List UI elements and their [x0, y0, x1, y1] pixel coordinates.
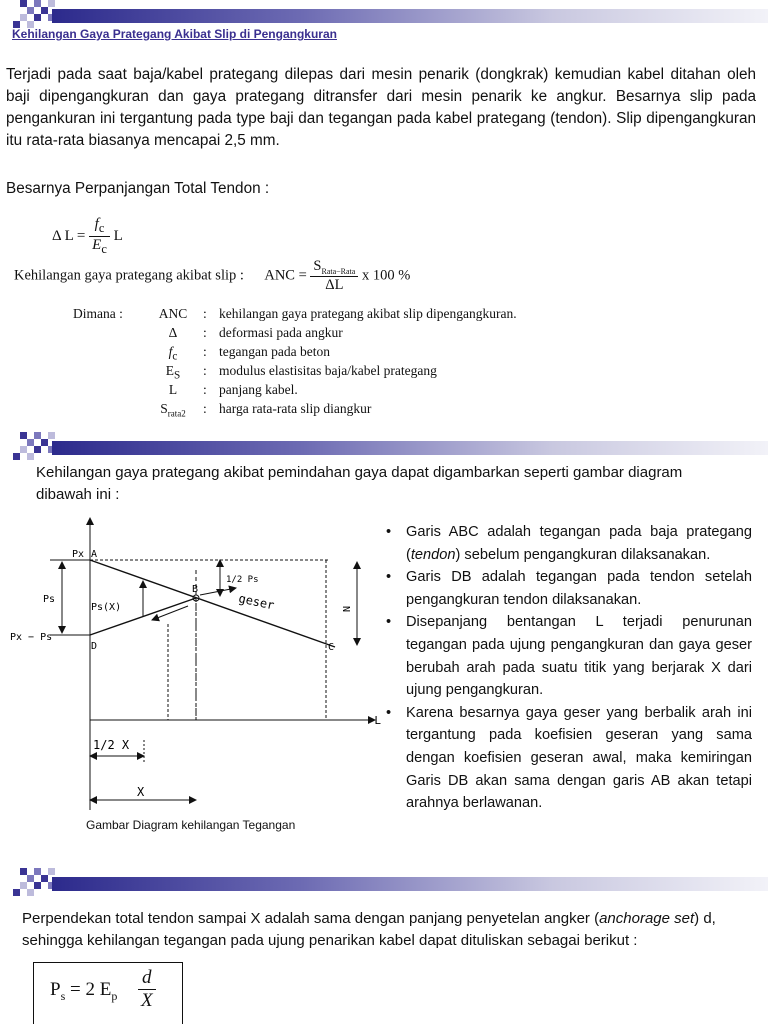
- label-l: L: [374, 714, 381, 727]
- diagram-caption: Gambar Diagram kehilangan Tegangan: [86, 818, 296, 832]
- def-colon: :: [203, 344, 207, 359]
- def-sym-sub: rata2: [167, 408, 186, 419]
- def-desc: kehilangan gaya prategang akibat slip dipengangkuran.: [219, 306, 517, 321]
- formula-mid: = 2 E: [70, 979, 112, 1000]
- intro-paragraph: Terjadi pada saat baja/kabel prategang dilepas dari mesin penarik (dongkrak) kemudian kabel ditahan oleh baji dipengangkuran dan gaya prategang ditransfer dari mesin penarik ke angkur. Besarnya slip pada pengankuran ini tergantung pada type baji dan tegangan pada kabel prategang (tendon). Slip dipengangkuran itu rata-rata biasanya mencapai 2,5 mm.: [6, 66, 756, 149]
- section-divider-decoration: [0, 432, 768, 460]
- label-half-ps: 1/2 Ps: [226, 575, 259, 585]
- def-colon: :: [203, 382, 207, 397]
- anchorage-loss-formula: [33, 962, 183, 1024]
- section-divider-decoration: [0, 868, 768, 896]
- definitions-lead: Dimana :: [73, 306, 123, 321]
- explanation-list: [384, 521, 752, 815]
- def-sym-text: S: [160, 401, 168, 416]
- def-colon: :: [203, 401, 207, 416]
- section2-intro: Kehilangan gaya prategang akibat pemindahan gaya dapat digambarkan seperti gambar diagram dibawah ini :: [36, 464, 683, 503]
- def-desc: harga rata-rata slip diangkur: [219, 401, 372, 416]
- formula-lhs: P: [50, 979, 61, 1000]
- anc-formula: [14, 258, 410, 294]
- label-z: N: [340, 606, 351, 613]
- label-b: B: [192, 584, 199, 595]
- frac-num: f: [94, 216, 99, 232]
- elongation-formula: [52, 216, 123, 257]
- section3-text: Perpendekan total tendon sampai X adalah sama dengan panjang penyetelan angker (: [22, 910, 600, 927]
- slide-header-decoration: [0, 0, 768, 28]
- formula-lhs-sub: s: [60, 988, 66, 1003]
- def-colon: :: [203, 363, 207, 378]
- frac-num-sub: Rata−Rata: [321, 266, 356, 276]
- list-item: • Disepanjang bentangan L terjadi penurunan tegangan pada ujung pengangkuran dan gaya geser berubah arah pada suatu titik yang berjarak X dari ujung pengangkuran.: [386, 614, 752, 699]
- label-x: X: [137, 785, 145, 799]
- def-desc: deformasi pada angkur: [219, 325, 343, 340]
- def-sym-text: E: [165, 363, 174, 378]
- frac-den: X: [141, 990, 153, 1011]
- def-colon: :: [203, 306, 207, 321]
- list-item: • Garis ABC adalah tegangan pada baja prategang (tendon) sebelum pengangkuran dilaksanakan.: [386, 524, 752, 563]
- def-sym: [147, 344, 199, 363]
- label-a: A: [91, 549, 98, 560]
- def-colon: :: [203, 325, 207, 340]
- section3-text-end: ) d, sehingga kehilangan tegangan pada ujung penarikan kabel dapat dituliskan sebagai berikut :: [22, 910, 716, 949]
- def-desc: modulus elastisitas baja/kabel prategang: [219, 363, 437, 378]
- bullet-text: Karena besarnya gaya geser yang berbalik arah ini tergantung pada koefisien geseran yang sama dengan koefisien geseran awal, maka kemiringan Garis DB akan sama dengan garis AB akan tetapi arahnya berlawanan.: [406, 704, 752, 812]
- def-sym-text: f: [168, 344, 173, 359]
- label-geser: geser: [237, 591, 276, 613]
- formula-tail: L: [113, 227, 123, 244]
- bullet-emphasis: tendon: [410, 546, 456, 563]
- def-sym: [147, 325, 199, 344]
- frac-num: S: [313, 258, 322, 274]
- total-heading: Besarnya Perpanjangan Total Tendon :: [6, 180, 270, 197]
- page-title: Kehilangan Gaya Prategang Akibat Slip di Pengangkuran: [12, 27, 337, 41]
- formula-mid-sub: p: [111, 988, 118, 1003]
- section3-paragraph: [22, 908, 752, 952]
- bullet-text: Garis DB adalah tegangan pada tendon setelah pengangkuran tendon dilaksanakan.: [406, 569, 752, 608]
- def-sym-sub: c: [172, 350, 178, 363]
- bullet-text: Disepanjang bentangan L terjadi penurunan tegangan pada ujung pengangkuran dan gaya geser berubah arah pada suatu titik yang berjarak X dari ujung pengangkuran.: [406, 614, 752, 699]
- def-sym: [147, 382, 199, 401]
- def-sym-text: ANC: [158, 306, 188, 321]
- frac-den: ΔL: [325, 276, 344, 293]
- def-sym: [143, 401, 203, 419]
- frac-den: E: [92, 237, 102, 253]
- def-sym-sub: S: [173, 369, 181, 382]
- bullet-text-end: ) sebelum pengangkuran dilaksanakan.: [455, 546, 711, 563]
- bullet-text: Garis ABC adalah tegangan pada baja prategang (: [406, 524, 752, 563]
- section3-emphasis: anchorage set: [599, 910, 695, 927]
- def-desc: panjang kabel.: [219, 382, 298, 397]
- label-ps: Ps: [43, 594, 56, 605]
- def-sym: [147, 363, 199, 382]
- def-sym-text: Δ: [168, 325, 178, 340]
- label-px-minus-ps: Px − Ps: [10, 632, 53, 643]
- list-item: • Garis DB adalah tegangan pada tendon setelah pengangkuran tendon dilaksanakan.: [386, 569, 752, 608]
- stress-loss-diagram: [0, 510, 380, 820]
- frac-den-sub: c: [101, 242, 107, 256]
- formula-lhs: Δ L =: [52, 227, 86, 244]
- formula-lhs: ANC =: [264, 267, 307, 284]
- frac-num: d: [142, 967, 152, 988]
- label-px: Px: [72, 549, 85, 560]
- def-sym-text: L: [168, 382, 178, 397]
- label-d: D: [91, 641, 98, 652]
- def-sym: [147, 306, 199, 325]
- label-c: C: [328, 642, 335, 653]
- formula-tail: x 100 %: [361, 267, 411, 284]
- label-psx: Ps(X): [91, 602, 122, 613]
- label-half-x: 1/2 X: [93, 738, 130, 752]
- frac-num-sub: c: [98, 221, 105, 235]
- formula-label: Kehilangan gaya prategang akibat slip :: [14, 267, 244, 284]
- def-desc: tegangan pada beton: [219, 344, 330, 359]
- list-item: • Karena besarnya gaya geser yang berbalik arah ini tergantung pada koefisien geseran yang sama dengan koefisien geseran awal, maka kemiringan Garis DB akan sama dengan garis AB akan tetapi arahnya berlawanan.: [386, 704, 752, 812]
